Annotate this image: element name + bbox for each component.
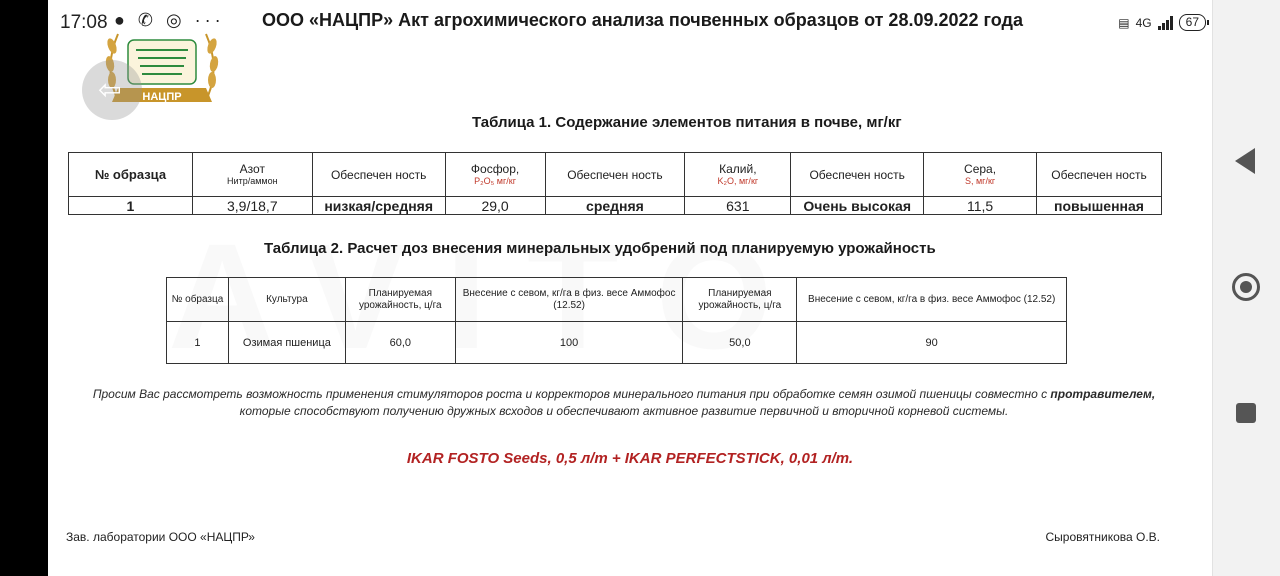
back-overlay-button[interactable] (82, 60, 142, 120)
triangle-back-icon[interactable] (1235, 148, 1255, 174)
cell-planned-yield: 60,0 (345, 322, 455, 364)
status-right-group (1118, 14, 1206, 31)
signature-position: Зав. лаборатории ООО «НАЦПР» (66, 530, 255, 544)
header-application: Внесение с севом, кг/га в физ. весе Аммофос (12.52) (797, 278, 1067, 322)
table2-caption: Таблица 2. Расчет доз внесения минеральных удобрений под планируемую урожайность (264, 240, 936, 257)
header-phosphorus: Фосфор, P₂O₅ мг/кг (445, 153, 545, 197)
table-row (167, 322, 1067, 364)
cell-crop: Озимая пшеница (228, 322, 345, 364)
signature-name: Сыровятникова О.В. (1045, 530, 1160, 544)
header-application: Внесение с севом, кг/га в физ. весе Аммофос (12.52) (455, 278, 683, 322)
status-time: 17:08 (60, 12, 108, 33)
logo-text: НАЦПР (142, 91, 182, 103)
cell-nitrogen: 3,9/18,7 (192, 197, 312, 215)
table-row (69, 197, 1162, 215)
document-title: ООО «НАЦПР» Акт агрохимического анализа почвенных образцов от 28.09.2022 года (262, 10, 1023, 30)
cell-potassium: 631 (685, 197, 791, 215)
cell-planned-yield: 50,0 (683, 322, 797, 364)
arrow-left-icon: ⇦ (98, 74, 122, 105)
document-view (48, 0, 1212, 576)
table-header-row (69, 153, 1162, 197)
product-recommendation: IKAR FOSTO Seeds, 0,5 л/т + IKAR PERFECTSTICK, 0,01 л/т. (406, 450, 854, 467)
circle-home-icon[interactable] (1232, 273, 1260, 301)
cell-phosphorus: 29,0 (445, 197, 545, 215)
cell-application: 100 (455, 322, 683, 364)
cell-sulfur-supply: повышенная (1037, 197, 1162, 215)
cell-sample: 1 (167, 322, 229, 364)
cell-potassium-supply: Очень высокая (791, 197, 924, 215)
battery-icon: 67 (1179, 14, 1206, 31)
header-sample: № образца (167, 278, 229, 322)
nutrients-table (68, 152, 1162, 215)
signal-icon (1158, 16, 1173, 30)
header-supply: Обеспечен ность (791, 153, 924, 197)
header-potassium: Калий, K₂O, мг/кг (685, 153, 791, 197)
network-label: 4G (1135, 15, 1152, 30)
recommendation-note: Просим Вас рассмотреть возможность применения стимуляторов роста и корректоров минерального питания при обработке семян озимой пшеницы совместно с протравителем, которые способствуют получению дружных всходов и обеспечивают активное развитие первичной и вторичной корневой системы. (92, 387, 1156, 418)
header-planned-yield: Планируемая урожайность, ц/га (345, 278, 455, 322)
header-nitrogen: Азот Нитр/аммон (192, 153, 312, 197)
square-recent-icon[interactable] (1236, 403, 1256, 423)
cell-application: 90 (797, 322, 1067, 364)
fertilizer-table (166, 277, 1067, 364)
cell-sulfur: 11,5 (924, 197, 1037, 215)
left-black-bar (0, 0, 48, 576)
header-sulfur: Сера, S, мг/кг (924, 153, 1037, 197)
cell-sample: 1 (69, 197, 193, 215)
header-supply: Обеспечен ность (545, 153, 685, 197)
cell-phosphorus-supply: средняя (545, 197, 685, 215)
navigation-bar (1212, 0, 1280, 576)
cell-nitrogen-supply: низкая/средняя (312, 197, 445, 215)
status-notification-icons: ● ✆ ◎ ··· (114, 10, 225, 30)
table1-caption: Таблица 1. Содержание элементов питания в почве, мг/кг (472, 114, 902, 131)
header-sample: № образца (69, 153, 193, 197)
screenshot-icon: ▤ (1118, 15, 1130, 30)
header-supply: Обеспечен ность (312, 153, 445, 197)
header-supply: Обеспечен ность (1037, 153, 1162, 197)
table-header-row (167, 278, 1067, 322)
header-planned-yield: Планируемая урожайность, ц/га (683, 278, 797, 322)
header-crop: Культура (228, 278, 345, 322)
